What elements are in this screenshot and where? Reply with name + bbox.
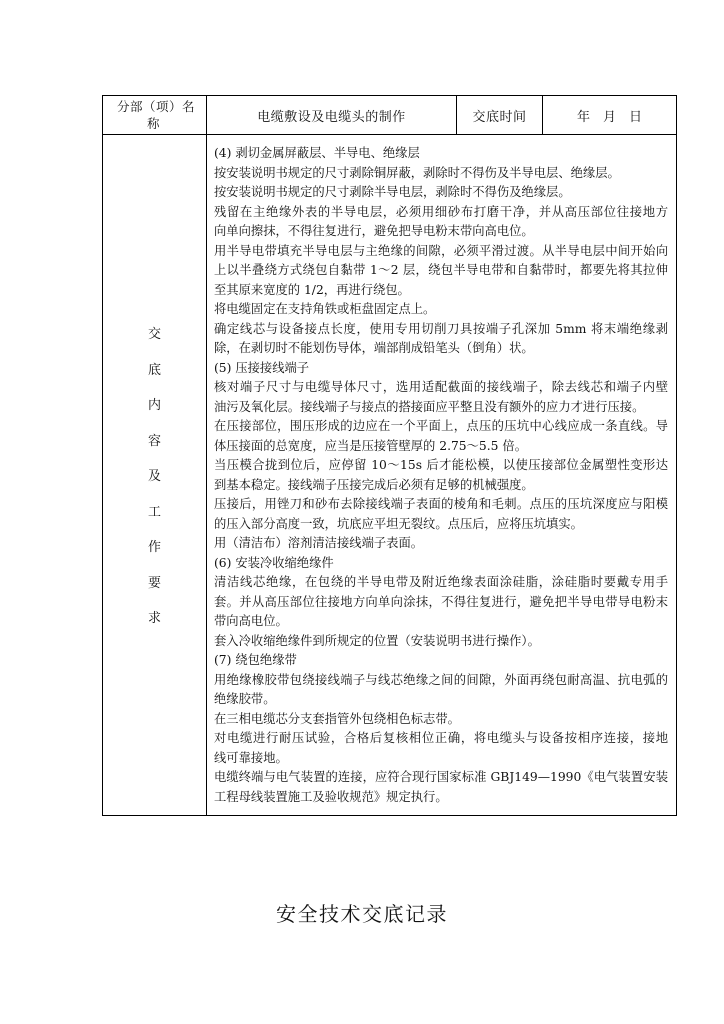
side-label-char: 要 [147, 575, 161, 591]
disclosure-content [207, 135, 677, 816]
content-line: 用半导电带填充半导电层与主绝缘的间隙，必须平滑过渡。从半导电层中间开始向 [214, 243, 668, 258]
content-line: 工程母线装置施工及验收规范》规定执行。 [214, 789, 448, 804]
content-line: 向单向擦抹，不得往复进行，避免把导电粉末带向高电位。 [214, 224, 534, 238]
content-line: 用绝缘橡胶带包绕接线端子与线芯绝缘之间的间隙，外面再绕包耐高温、抗电弧的 [214, 672, 668, 687]
content-line: 的压入部分高度一致，坑底应平坦无裂纹。点压后，应将压坑填实。 [214, 516, 583, 531]
content-line: 上以半叠绕方式绕包自黏带 1～2 层，绕包半导电带和自黏带时，都要先将其拉伸 [214, 263, 668, 277]
disclosure-time-label: 交底时间 [457, 96, 543, 135]
content-line: 在压接部位，围压形成的边应在一个平面上，点压的压坑中心线应成一条直线。导 [214, 419, 668, 433]
side-label-char: 及 [147, 469, 161, 484]
content-line: 压接后，用锉刀和砂布去除接线端子表面的棱角和毛刺。点压的压坑深度应与阳模 [214, 497, 668, 511]
content-line: 在三相电缆芯分支套指管外包绕相色标志带。 [214, 711, 460, 726]
content-line: 按安装说明书规定的尺寸剥除铜屏蔽，剥除时不得伤及半导电层、绝缘层。 [214, 165, 620, 180]
content-line: 电缆终端与电气装置的连接，应符合现行国家标准 GBJ149—1990《电气装置安装 [214, 770, 668, 784]
content-line: 至其原来宽度的 1/2，再进行绕包。 [214, 282, 410, 297]
project-name-label-line1: 分部（项）名 [117, 99, 196, 114]
project-name-label-line2: 称 [147, 116, 161, 131]
content-line: 当压模合拢到位后，应停留 10～15s 后才能松模，以使压接部位金属塑性变形达 [214, 458, 668, 472]
content-line: 套入冷收缩绝缘件到所规定的位置（安装说明书进行操作）。 [214, 633, 540, 648]
content-line: 残留在主绝缘外表的半导电层，必须用细砂布打磨干净，并从高压部位往接地方 [214, 204, 668, 219]
page-title: 安全技术交底记录 [276, 902, 448, 926]
content-side-label [103, 135, 207, 816]
content-line: 体压接面的总宽度，应当是压接管壁厚的 2.75～5.5 倍。 [214, 438, 527, 453]
content-line: 对电缆进行耐压试验，合格后复核相位正确，将电缆头与设备按相序连接，接地 [214, 731, 668, 745]
project-name-value: 电缆敷设及电缆头的制作 [207, 96, 457, 135]
disclosure-form-table [102, 95, 677, 816]
disclosure-time-value: 年 月 日 [543, 96, 677, 135]
content-line: 绝缘胶带。 [214, 692, 276, 706]
content-line: (6) 安装冷收缩绝缘件 [214, 555, 334, 570]
content-line: (7) 绕包绝缘带 [214, 653, 297, 667]
content-line: 除，在剥切时不能划伤导体，端部削成铅笔头（倒角）状。 [214, 341, 534, 355]
content-text-block [214, 144, 668, 807]
content-line: 将电缆固定在支持角铁或柜盘固定点上。 [214, 302, 436, 316]
content-line: 套。并从高压部位往接地方向单向涂抹，不得往复进行，避免把半导电带导电粉末 [214, 594, 668, 609]
content-line: 确定线芯与设备接点长度，使用专用切削刀具按端子孔深加 5mm 将末端绝缘剥 [214, 321, 668, 336]
content-line: (5) 压接接线端子 [214, 360, 310, 375]
content-line: (4) 剥切金属屏蔽层、半导电、绝缘层 [214, 146, 420, 160]
side-label-char: 交 [147, 327, 161, 342]
content-row [103, 135, 677, 816]
side-label-char: 工 [147, 504, 161, 520]
project-name-label [103, 96, 207, 135]
side-label-char: 底 [147, 362, 161, 378]
side-label-char: 内 [147, 398, 161, 413]
content-line: 带向高电位。 [214, 614, 288, 628]
content-line: 线可靠接地。 [214, 750, 288, 765]
content-line: 清洁线芯绝缘，在包绕的半导电带及附近绝缘表面涂硅脂，涂硅脂时要戴专用手 [214, 575, 668, 589]
side-label-char: 求 [147, 611, 161, 626]
content-line: 到基本稳定。接线端子压接完成后必须有足够的机械强度。 [214, 477, 534, 492]
side-label-char: 容 [147, 433, 161, 449]
content-line: 核对端子尺寸与电缆导体尺寸，选用适配截面的接线端子，除去线芯和端子内壁 [214, 380, 668, 394]
side-label-char: 作 [147, 540, 161, 555]
content-line: 按安装说明书规定的尺寸剥除半导电层，剥除时不得伤及绝缘层。 [214, 185, 571, 199]
content-line: 用（清洁布）溶剂清洁接线端子表面。 [214, 536, 424, 550]
content-line: 油污及氧化层。接线端子与接点的搭接面应平整且没有额外的应力才进行压接。 [214, 399, 645, 414]
header-row [103, 96, 677, 135]
